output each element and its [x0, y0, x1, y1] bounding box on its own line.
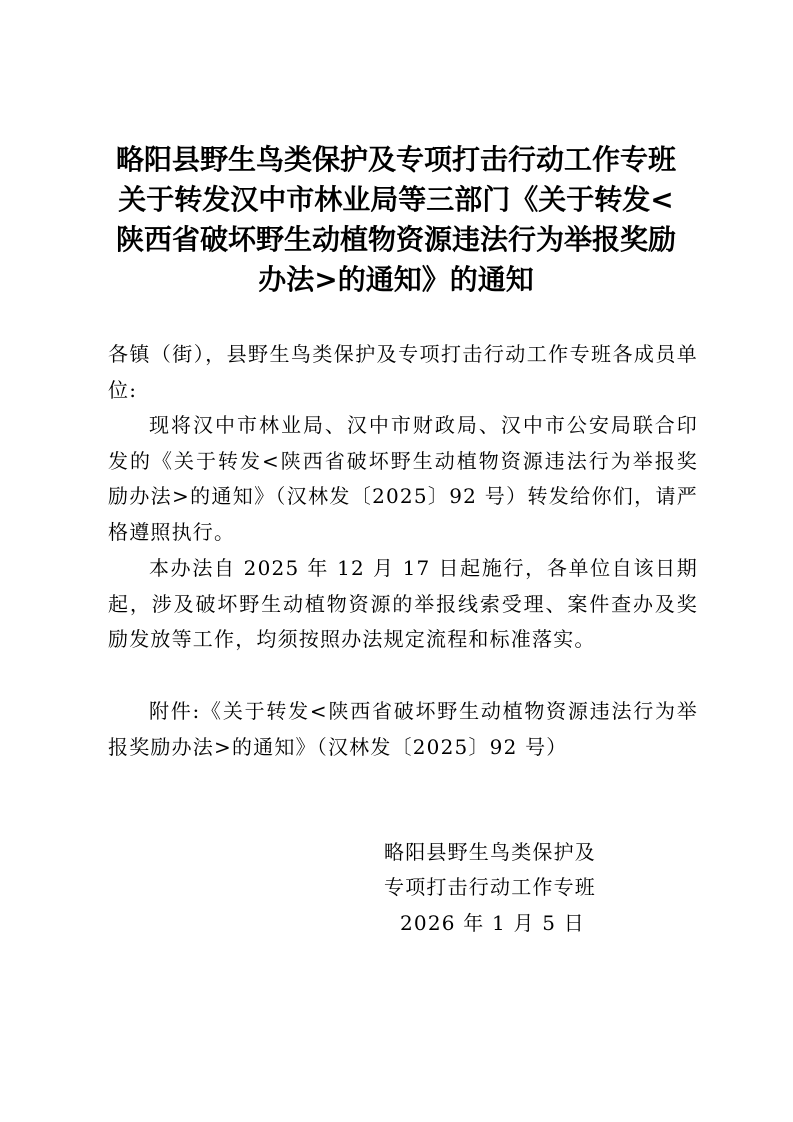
title-line-4: 办法>的通知》的通知	[258, 263, 534, 296]
signature-org-line-2: 专项打击行动工作专班	[384, 875, 596, 899]
body-paragraph-1: 现将汉中市林业局、汉中市财政局、汉中市公安局联合印发的《关于转发<陕西省破坏野生动植物资源违法行为举报奖励办法>的通知》（汉林发〔2025〕92 号）转发给你们，请严格遵照执行。	[108, 413, 698, 544]
body-paragraph-2: 本办法自 2025 年 12 月 17 日起施行，各单位自该日期起，涉及破坏野生动植物资源的举报线索受理、案件查办及奖励发放等工作，均须按照办法规定流程和标准落实。	[108, 556, 698, 651]
attachment-note: 附件:《关于转发<陕西省破坏野生动植物资源违法行为举报奖励办法>的通知》（汉林发〔2025〕92 号）	[108, 699, 698, 759]
document-title	[96, 140, 696, 300]
signature-date: 2026 年 1 月 5 日	[400, 911, 585, 935]
salutation: 各镇（街），县野生鸟类保护及专项打击行动工作专班各成员单位:	[108, 342, 698, 402]
title-line-2: 关于转发汉中市林业局等三部门《关于转发<	[118, 183, 674, 216]
signature-org-line-1: 略阳县野生鸟类保护及	[384, 840, 596, 864]
title-line-1: 略阳县野生鸟类保护及专项打击行动工作专班	[115, 143, 676, 176]
title-line-3: 陕西省破坏野生动植物资源违法行为举报奖励	[115, 223, 676, 256]
